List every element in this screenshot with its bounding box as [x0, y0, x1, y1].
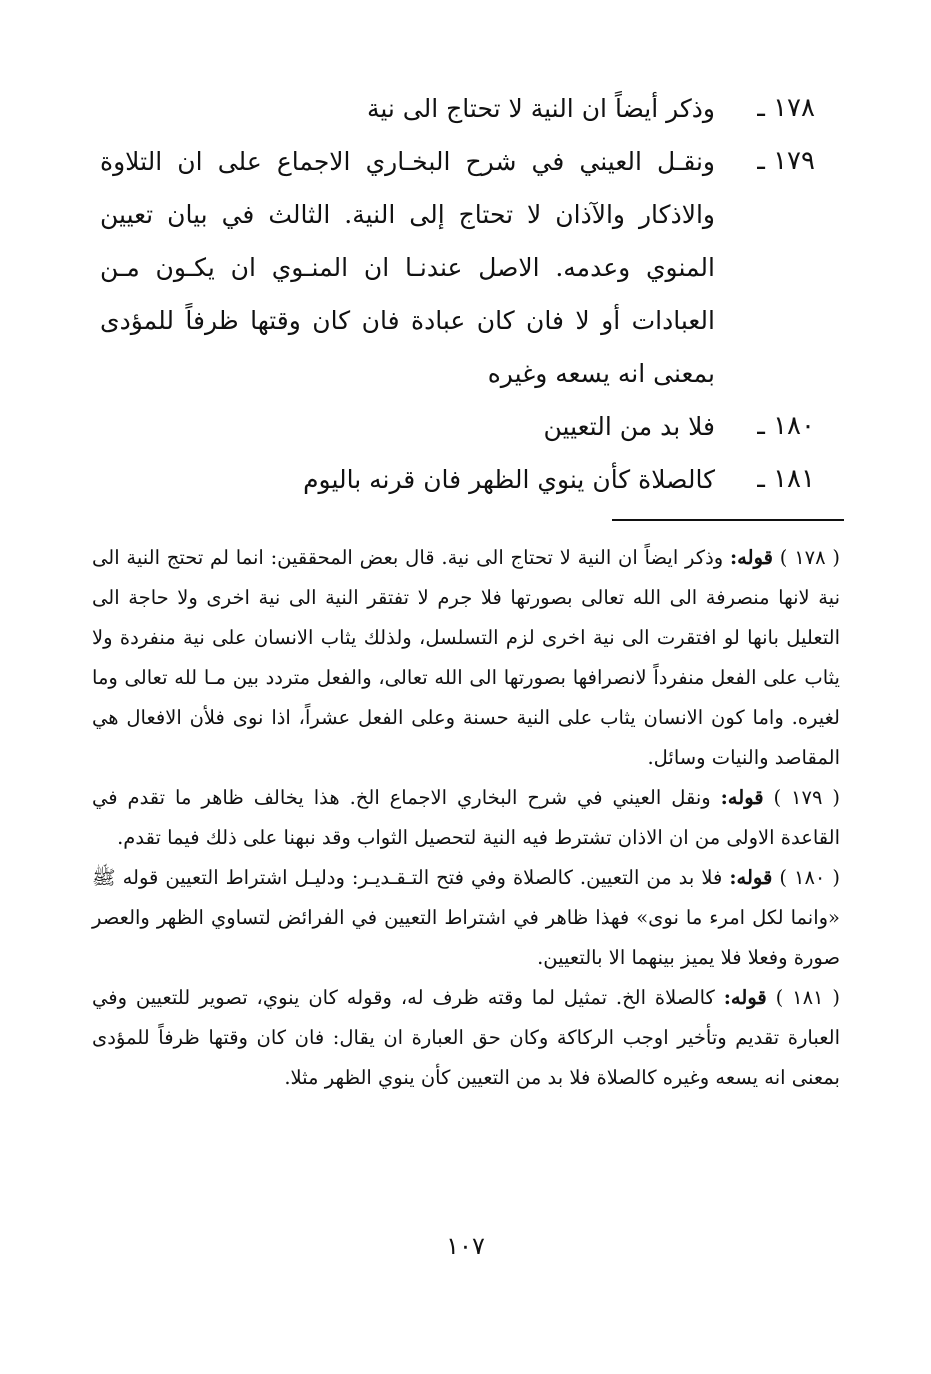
footnote-number: ( ١٧٨ )	[779, 546, 841, 569]
entry-number: ١٨١ ـ	[757, 464, 815, 494]
footnote-text: فلا بد من التعيين. كالصلاة وفي فتح التـقـديـر: ودليـل اشتراط التعيين قوله ﷺ «وانما لكل امرء ما نوى» فهذا ظاهر في اشتراط التعيين في الفرائض لتساوي الظهر والعصر صورة وفعلا فلا يميز بينهما الا بالتعيين.	[92, 866, 840, 969]
main-entry	[100, 82, 815, 135]
footnote-keyword: قوله:	[723, 986, 767, 1009]
entry-text: كالصلاة كأن ينوي الظهر فان قرنه باليوم	[303, 465, 715, 494]
footnote-keyword: قوله:	[729, 866, 773, 889]
entry-number: ١٧٨ ـ	[757, 93, 815, 123]
footnote-number: ( ١٨١ )	[775, 986, 840, 1009]
entry-text: فلا بد من التعيين	[543, 412, 715, 441]
footnote-keyword: قوله:	[720, 786, 764, 809]
entry-number: ١٧٩ ـ	[757, 146, 815, 176]
footnote	[92, 978, 840, 1098]
footnote	[92, 858, 840, 978]
footnote-separator	[612, 519, 844, 521]
page-number: ١٠٧	[446, 1232, 485, 1260]
main-text-block	[100, 82, 815, 506]
footnote-text: ونقل العيني في شرح البخاري الاجماع الخ. هذا يخالف ظاهر ما تقدم في القاعدة الاولى من ان الاذان تشترط فيه النية لتحصيل الثواب وقد نبهنا على ذلك فيما تقدم.	[92, 786, 840, 849]
main-entry	[100, 453, 815, 506]
entry-text: ونقـل العيني في شرح البخـاري الاجماع على ان التلاوة والاذكار والآذان لا تحتاج إلى النية. الثالث في بيان تعيين المنوي وعدمه. الاصل عندنـا ان المنـوي ان يكـون مـن العبادات أو لا فان كان عبادة فان كان وقتها ظرفاً للمؤدى بمعنى انه يسعه وغيره	[100, 147, 715, 388]
footnote-text: وذكر ايضاً ان النية لا تحتاج الى نية. قال بعض المحققين: انما لم تحتج النية الى نية لانها منصرفة الى الله تعالى بصورتها فلا جرم لا تفتقر النية الى نية اخرى ولا حاجة الى التعليل بانها لو افتقرت الى نية اخرى لزم التسلسل، ولذلك يثاب الانسان على نية منفردة ولا يثاب على الفعل منفرداً لانصرافها بصورتها الى الله تعالى، والفعل متردد بين مـا لله تعالى وما لغيره. واما كون الانسان يثاب على النية حسنة وعلى الفعل عشراً، اذا نوى فلأن الافعال هي المقاصد والنيات وسائل.	[92, 546, 840, 769]
main-entry	[100, 135, 815, 400]
footnote	[92, 538, 840, 778]
footnote-text: كالصلاة الخ. تمثيل لما وقته ظرف له، وقوله كان ينوي، تصوير للتعيين وفي العبارة تقديم وتأخير اوجب الركاكة وكان حق العبارة ان يقال: فان كان وقتها ظرفاً للمؤدى بمعنى انه يسعه وغيره كالصلاة فلا بد من التعيين كأن ينوي الظهر مثلا.	[92, 986, 840, 1089]
footnote-number: ( ١٨٠ )	[779, 866, 841, 889]
footnote	[92, 778, 840, 858]
footnotes-block	[92, 538, 840, 1098]
entry-number: ١٨٠ ـ	[757, 411, 815, 441]
footnote-keyword: قوله:	[729, 546, 773, 569]
entry-text: وذكر أيضاً ان النية لا تحتاج الى نية	[366, 94, 715, 123]
footnote-number: ( ١٧٩ )	[773, 786, 840, 809]
main-entry	[100, 400, 815, 453]
